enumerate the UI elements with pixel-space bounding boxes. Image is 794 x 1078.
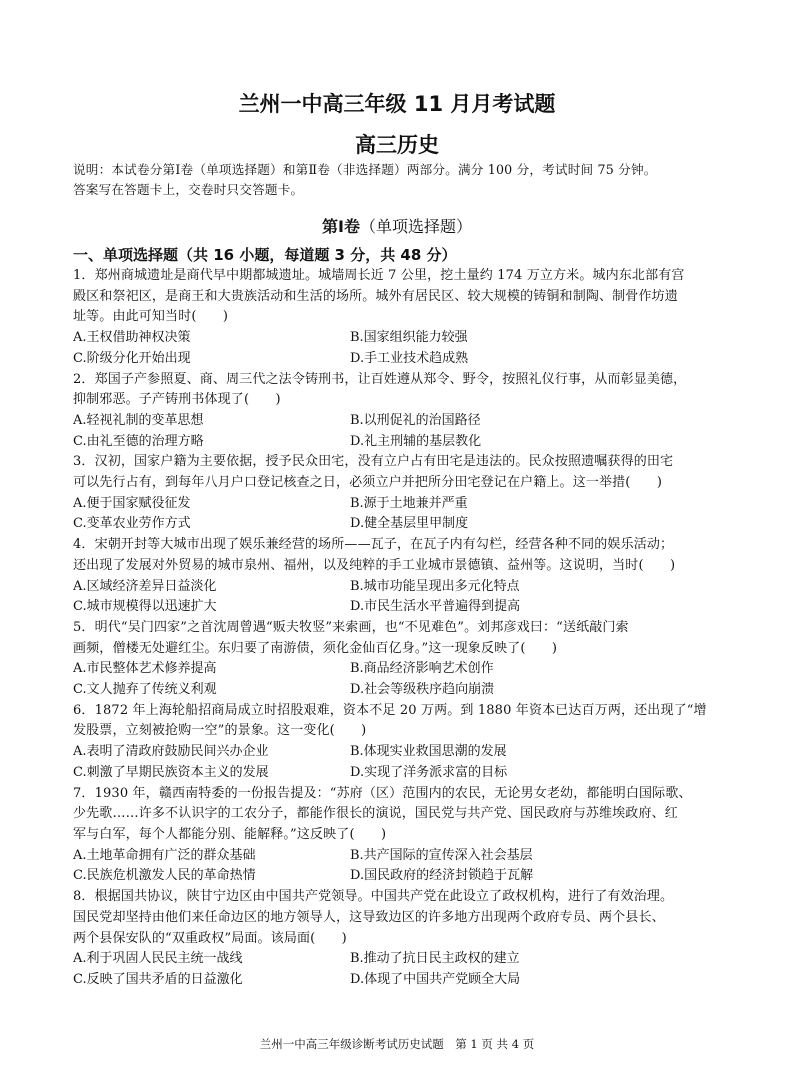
answer-options <box>73 328 723 369</box>
question-stem-line: 7．1930 年，赣西南特委的一份报告提及：“苏府（区）范围内的农民，无论男女老幼，都能明白国际歌、 <box>73 785 692 801</box>
answer-option-d: D.手工业技术趋成熟 <box>350 350 469 366</box>
answer-option-d: D.国民政府的经济封锁趋于瓦解 <box>350 868 534 884</box>
answer-option-c: C.变革农业劳作方式 <box>73 516 191 532</box>
answer-option-c: C.刺激了早期民族资本主义的发展 <box>73 764 269 780</box>
answer-options <box>73 411 723 452</box>
instructions-line-1: 说明：本试卷分第Ⅰ卷（单项选择题）和第Ⅱ卷（非选择题）两部分。满分 100 分，考试时间 75 分钟。 <box>73 162 657 177</box>
answer-option-c: C.由礼至德的治理方略 <box>73 433 204 449</box>
answer-option-c: C.城市规模得以迅速扩大 <box>73 599 217 615</box>
answer-option-b: B.共产国际的宣传深入社会基层 <box>350 847 533 863</box>
answer-option-a: A.利于巩固人民民主统一战线 <box>73 951 243 967</box>
question-2 <box>73 370 723 453</box>
question-7 <box>73 784 723 888</box>
answer-option-c: C.文人抛弃了传统义利观 <box>73 682 217 698</box>
answer-option-d: D.体现了中国共产党顾全大局 <box>350 971 521 987</box>
answer-option-d: D.社会等级秩序趋向崩溃 <box>350 682 495 698</box>
answer-options <box>73 494 723 535</box>
answer-options <box>73 577 723 618</box>
answer-options <box>73 742 723 783</box>
answer-option-a: A.轻视礼制的变革思想 <box>73 412 204 428</box>
page-footer: 兰州一中高三年级诊断考试历史试题 第 1 页 共 4 页 <box>259 1037 535 1051</box>
answer-option-d: D.市民生活水平普遍得到提高 <box>350 599 521 615</box>
answer-option-b: B.以刑促礼的治国路径 <box>350 412 481 428</box>
answer-option-c: C.阶级分化开始出现 <box>73 350 191 366</box>
answer-options <box>73 846 723 887</box>
exam-instructions <box>73 160 723 200</box>
question-stem-line: 两个县保安队的“双重政权”局面。该局面( ) <box>73 930 347 946</box>
answer-option-b: B.国家组织能力较强 <box>350 330 468 346</box>
question-stem-line: 少先歌……许多不认识字的工农分子，都能作很长的演说，国民党与共产党、国民政府与苏维埃政府、红 <box>73 806 678 822</box>
question-6 <box>73 701 723 784</box>
answer-option-b: B.源于土地兼并严重 <box>350 495 468 511</box>
answer-option-a: A.区域经济差异日益淡化 <box>73 578 217 594</box>
question-stem-line: 8．根据国共协议，陕甘宁边区由中国共产党领导。中国共产党在此设立了政权机构，进行了有效治理。 <box>73 889 674 905</box>
answer-option-c: C.民族危机激发人民的革命热情 <box>73 868 256 884</box>
answer-option-d: D.健全基层里甲制度 <box>350 516 469 532</box>
question-stem-line: 3．汉初，国家户籍为主要依据，授予民众田宅，没有立户占有田宅是违法的。民众按照遗嘱获得的田宅 <box>73 454 674 470</box>
question-stem-line: 还出现了发展对外贸易的城市泉州、福州，以及纯粹的手工业城市景德镇、益州等。这说明，当时( ) <box>73 557 676 573</box>
section-paren: （单项选择题） <box>359 217 472 236</box>
question-5 <box>73 618 723 701</box>
question-stem-line: 国民党却坚持由他们来任命边区的地方领导人，这导致边区的许多地方出现两个政府专员、两个县长、 <box>73 909 665 925</box>
question-1 <box>73 266 723 370</box>
question-stem-line: 殿区和祭祀区，是商王和大贵族活动和生活的场所。城外有居民区、较大规模的铸铜和制陶、制骨作坊遗 <box>73 288 678 304</box>
question-list <box>73 266 723 991</box>
answer-option-d: D.礼主刑辅的基层教化 <box>350 433 482 449</box>
question-3 <box>73 452 723 535</box>
answer-option-d: D.实现了洋务派求富的目标 <box>350 764 508 780</box>
question-stem-line: 发股票，立刻被抢购一空”的景象。这一变化( ) <box>73 723 367 739</box>
answer-option-b: B.商品经济影响艺术创作 <box>350 661 494 677</box>
answer-options <box>73 949 723 990</box>
instructions-line-2: 答案写在答题卡上，交卷时只交答题卡。 <box>73 182 304 197</box>
question-8 <box>73 887 723 991</box>
section-heading <box>0 214 794 237</box>
part-heading: 一、单项选择题（共 16 小题，每道题 3 分，共 48 分） <box>73 246 457 264</box>
question-stem-line: 址等。由此可知当时( ) <box>73 309 229 325</box>
question-stem-line: 2．郑国子产参照夏、商、周三代之法令铸刑书，让百姓遵从郑令、野令，按照礼仪行事，从而彰显美德， <box>73 371 687 387</box>
question-4 <box>73 535 723 618</box>
answer-option-a: A.表明了清政府鼓励民间兴办企业 <box>73 744 269 760</box>
question-stem-line: 抑制邪恶。子产铸刑书体现了( ) <box>73 392 281 408</box>
section-label: 第Ⅰ卷 <box>322 217 360 236</box>
question-stem-line: 画频，僧楼无处避红尘。东归要了南游债，须化金仙百亿身。”这一现象反映了( ) <box>73 640 558 656</box>
answer-options <box>73 659 723 700</box>
answer-option-b: B.城市功能呈现出多元化特点 <box>350 578 520 594</box>
question-stem-line: 军与白军，每个人都能分别、能解释。”这反映了( ) <box>73 826 387 842</box>
answer-option-a: A.市民整体艺术修养提高 <box>73 661 217 677</box>
question-stem-line: 5．明代“吴门四家”之首沈周曾遇“贩夫牧竖”来索画，也“不见难色”。刘邦彦戏曰：“送纸敲门索 <box>73 619 629 635</box>
answer-option-a: A.土地革命拥有广泛的群众基础 <box>73 847 256 863</box>
answer-option-a: A.王权借助神权决策 <box>73 330 191 346</box>
question-stem-line: 4．宋朝开封等大城市出现了娱乐兼经营的场所——瓦子，在瓦子内有勾栏，经营各种不同的娱乐活动； <box>73 537 674 553</box>
answer-option-a: A.便于国家赋役征发 <box>73 495 191 511</box>
exam-title: 兰州一中高三年级 11 月月考试题 <box>238 92 556 116</box>
question-stem-line: 可以先行占有，到每年八月户口登记核查之日，必须立户并把所分田宅登记在户籍上。这一举措( ) <box>73 475 663 491</box>
question-stem-line: 6．1872 年上海轮船招商局成立时招股艰难，资本不足 20 万两。到 1880 年资本已达百万两，还出现了“增 <box>73 702 707 718</box>
question-stem-line: 1．郑州商城遗址是商代早中期都城遗址。城墙周长近 7 公里，挖土量约 174 万立方米。城内东北部有宫 <box>73 268 685 283</box>
exam-subject: 高三历史 <box>355 133 439 157</box>
answer-option-c: C.反映了国共矛盾的日益激化 <box>73 971 243 987</box>
answer-option-b: B.推动了抗日民主政权的建立 <box>350 951 520 967</box>
answer-option-b: B.体现实业救国思潮的发展 <box>350 744 507 760</box>
